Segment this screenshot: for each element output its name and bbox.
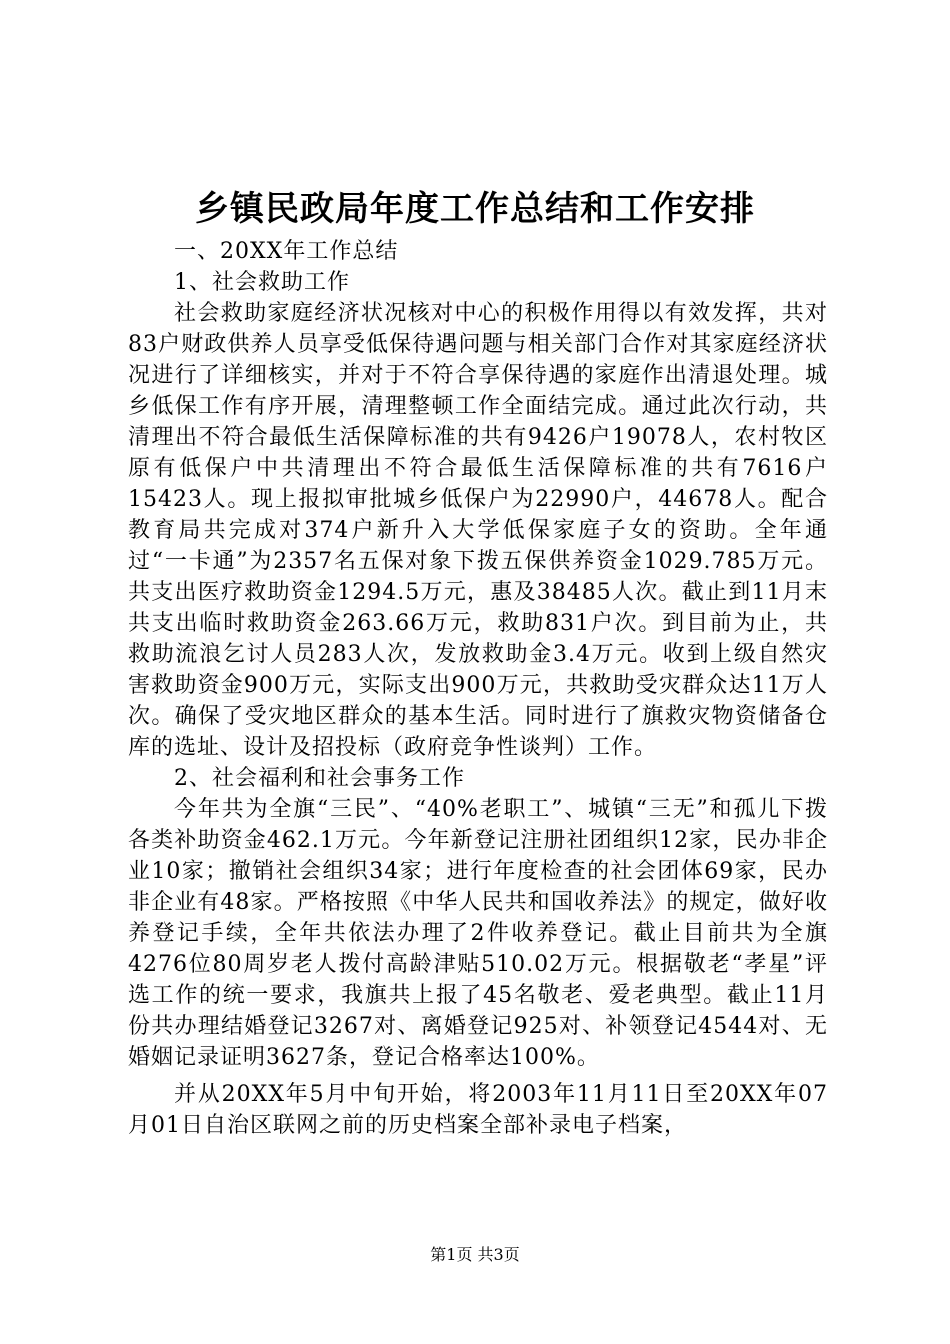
- subsection-heading-social-welfare: 2、社会福利和社会事务工作: [174, 766, 465, 791]
- page-footer: 第1页 共3页: [430, 1245, 520, 1264]
- paragraph-archive-records: 并从20XX年5月中旬开始，将2003年11月11日至20XX年07月01日自治区联网之前的历史档案全部补录电子档案，: [128, 1082, 828, 1138]
- paragraph-social-assistance: 社会救助家庭经济状况核对中心的积极作用得以有效发挥，共对83户财政供养人员享受低保待遇问题与相关部门合作对其家庭经济状况进行了详细核实，并对于不符合享保待遇的家庭作出清退处理。城乡低保工作有序开展，清理整顿工作全面结完成。通过此次行动，共清理出不符合最低生活保障标准的共有9426户19078人，农村牧区原有低保户中共清理出不符合最低生活保障标准的共有7616户15423人。现上报拟审批城乡低保户为22990户，44678人。配合教育局共完成对374户新升入大学低保家庭子女的资助。全年通过“一卡通”为2357名五保对象下拨五保供养资金1029.785万元。共支出医疗救助资金1294.5万元，惠及38485人次。截止到11月末共支出临时救助资金263.66万元，救助831户次。到目前为止，共救助流浪乞讨人员283人次，发放救助金3.4万元。收到上级自然灾害救助资金900万元，实际支出900万元，共救助受灾群众达11万人次。确保了受灾地区群众的基本生活。同时进行了旗救灾物资储备仓库的选址、设计及招投标（政府竞争性谈判）工作。: [128, 301, 828, 760]
- subsection-heading-social-assistance: 1、社会救助工作: [174, 270, 350, 295]
- section-heading-summary: 一、20XX年工作总结: [174, 239, 399, 264]
- document-body: [128, 236, 828, 1141]
- paragraph-social-welfare: 今年共为全旗“三民”、“40%老职工”、城镇“三无”和孤儿下拨各类补助资金462.1万元。今年新登记注册社团组织12家，民办非企业10家；撤销社会组织34家；进行年度检查的社会团体69家，民办非企业有48家。严格按照《中华人民共和国收养法》的规定，做好收养登记手续，全年共依法办理了2件收养登记。截止目前共为全旗4276位80周岁老人拨付高龄津贴510.02万元。根据敬老“孝星”评选工作的统一要求，我旗共上报了45名敬老、爱老典型。截止11月份共办理结婚登记3267对、离婚登记925对、补领登记4544对、无婚姻记录证明3627条，登记合格率达100%。: [128, 797, 829, 1070]
- document-title: 乡镇民政局年度工作总结和工作安排: [195, 189, 755, 229]
